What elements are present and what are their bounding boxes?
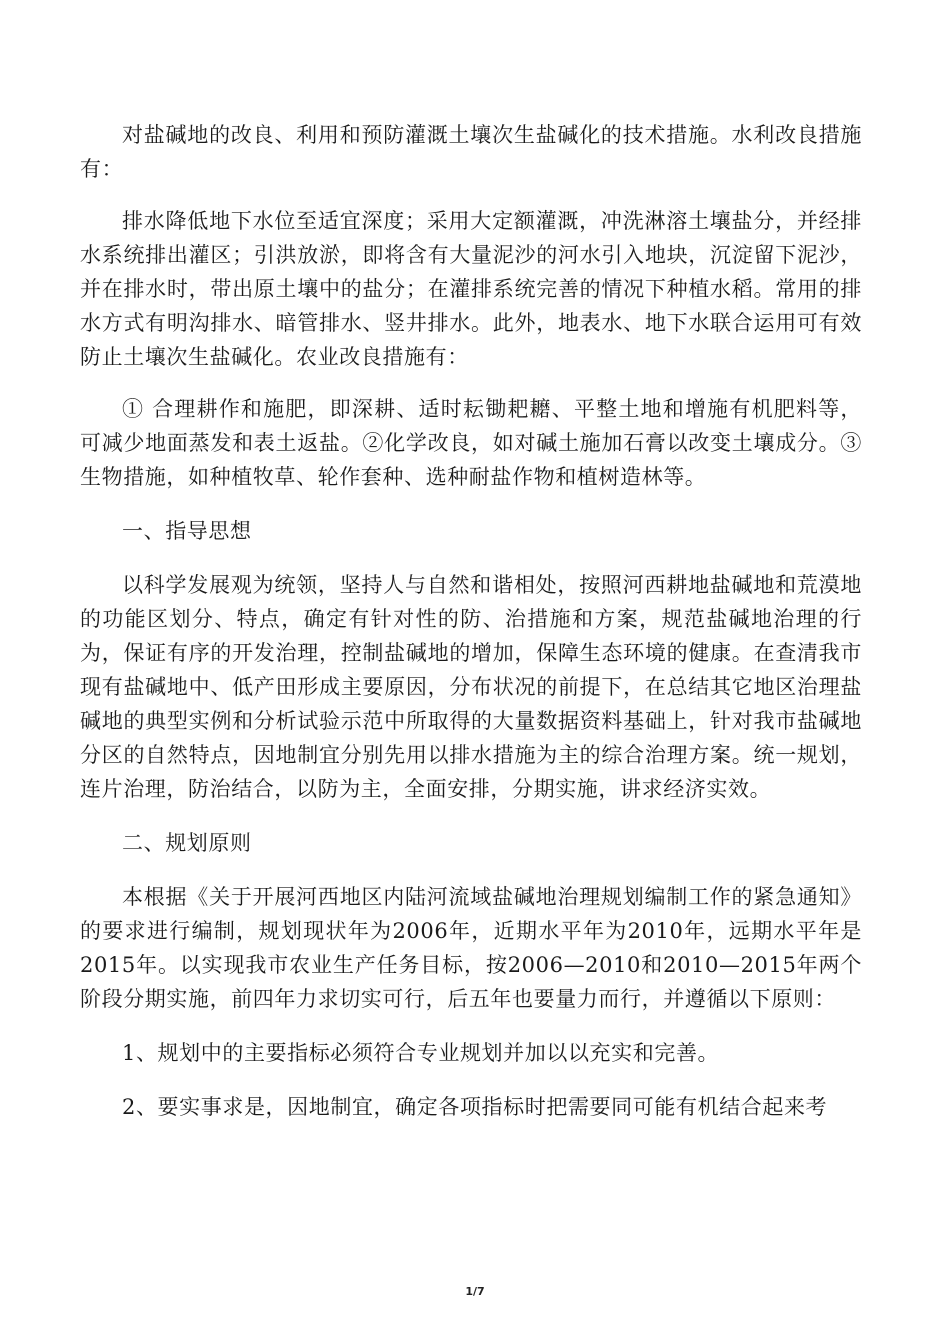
document-page: [80, 118, 862, 1124]
planning-principles-paragraph: 本根据《关于开展河西地区内陆河流域盐碱地治理规划编制工作的紧急通知》的要求进行编制，规划现状年为2006年，近期水平年为2010年，远期水平年是2015年。以实现我市农业生产任务目标，按2006—2010和2010—2015年两个阶段分期实施，前四年力求切实可行，后五年也要量力而行，并遵循以下原则：: [80, 885, 862, 1011]
principle-item: 2、要实事求是，因地制宜，确定各项指标时把需要同可能有机结合起来考: [122, 1095, 828, 1119]
section-heading-guiding-thought: 一、指导思想: [122, 519, 252, 543]
principle-item: 1、规划中的主要指标必须符合专业规划并加以以充实和完善。: [122, 1041, 720, 1065]
intro-paragraph: 对盐碱地的改良、利用和预防灌溉土壤次生盐碱化的技术措施。水利改良措施有：: [80, 123, 862, 181]
water-measures-paragraph: 排水降低地下水位至适宜深度；采用大定额灌溉，冲洗淋溶土壤盐分，并经排水系统排出灌区；引洪放淤，即将含有大量泥沙的河水引入地块，沉淀留下泥沙，并在排水时，带出原土壤中的盐分；在灌排系统完善的情况下种植水稻。常用的排水方式有明沟排水、暗管排水、竖井排水。此外，地表水、地下水联合运用可有效防止土壤次生盐碱化。农业改良措施有：: [80, 209, 862, 369]
page-number: 1/7: [465, 1285, 485, 1298]
section-heading-planning-principles: 二、规划原则: [122, 831, 252, 855]
agri-measures-paragraph: ① 合理耕作和施肥，即深耕、适时耘锄耙耱、平整土地和增施有机肥料等，可减少地面蒸发和表土返盐。②化学改良，如对碱土施加石膏以改变土壤成分。③生物措施，如种植牧草、轮作套种、选种耐盐作物和植树造林等。: [80, 397, 862, 489]
guiding-thought-paragraph: 以科学发展观为统领，坚持人与自然和谐相处，按照河西耕地盐碱地和荒漠地的功能区划分、特点，确定有针对性的防、治措施和方案，规范盐碱地治理的行为，保证有序的开发治理，控制盐碱地的增加，保障生态环境的健康。在查清我市现有盐碱地中、低产田形成主要原因，分布状况的前提下，在总结其它地区治理盐碱地的典型实例和分析试验示范中所取得的大量数据资料基础上，针对我市盐碱地分区的自然特点，因地制宜分别先用以排水措施为主的综合治理方案。统一规划，连片治理，防治结合，以防为主，全面安排，分期实施，讲求经济实效。: [80, 573, 862, 801]
